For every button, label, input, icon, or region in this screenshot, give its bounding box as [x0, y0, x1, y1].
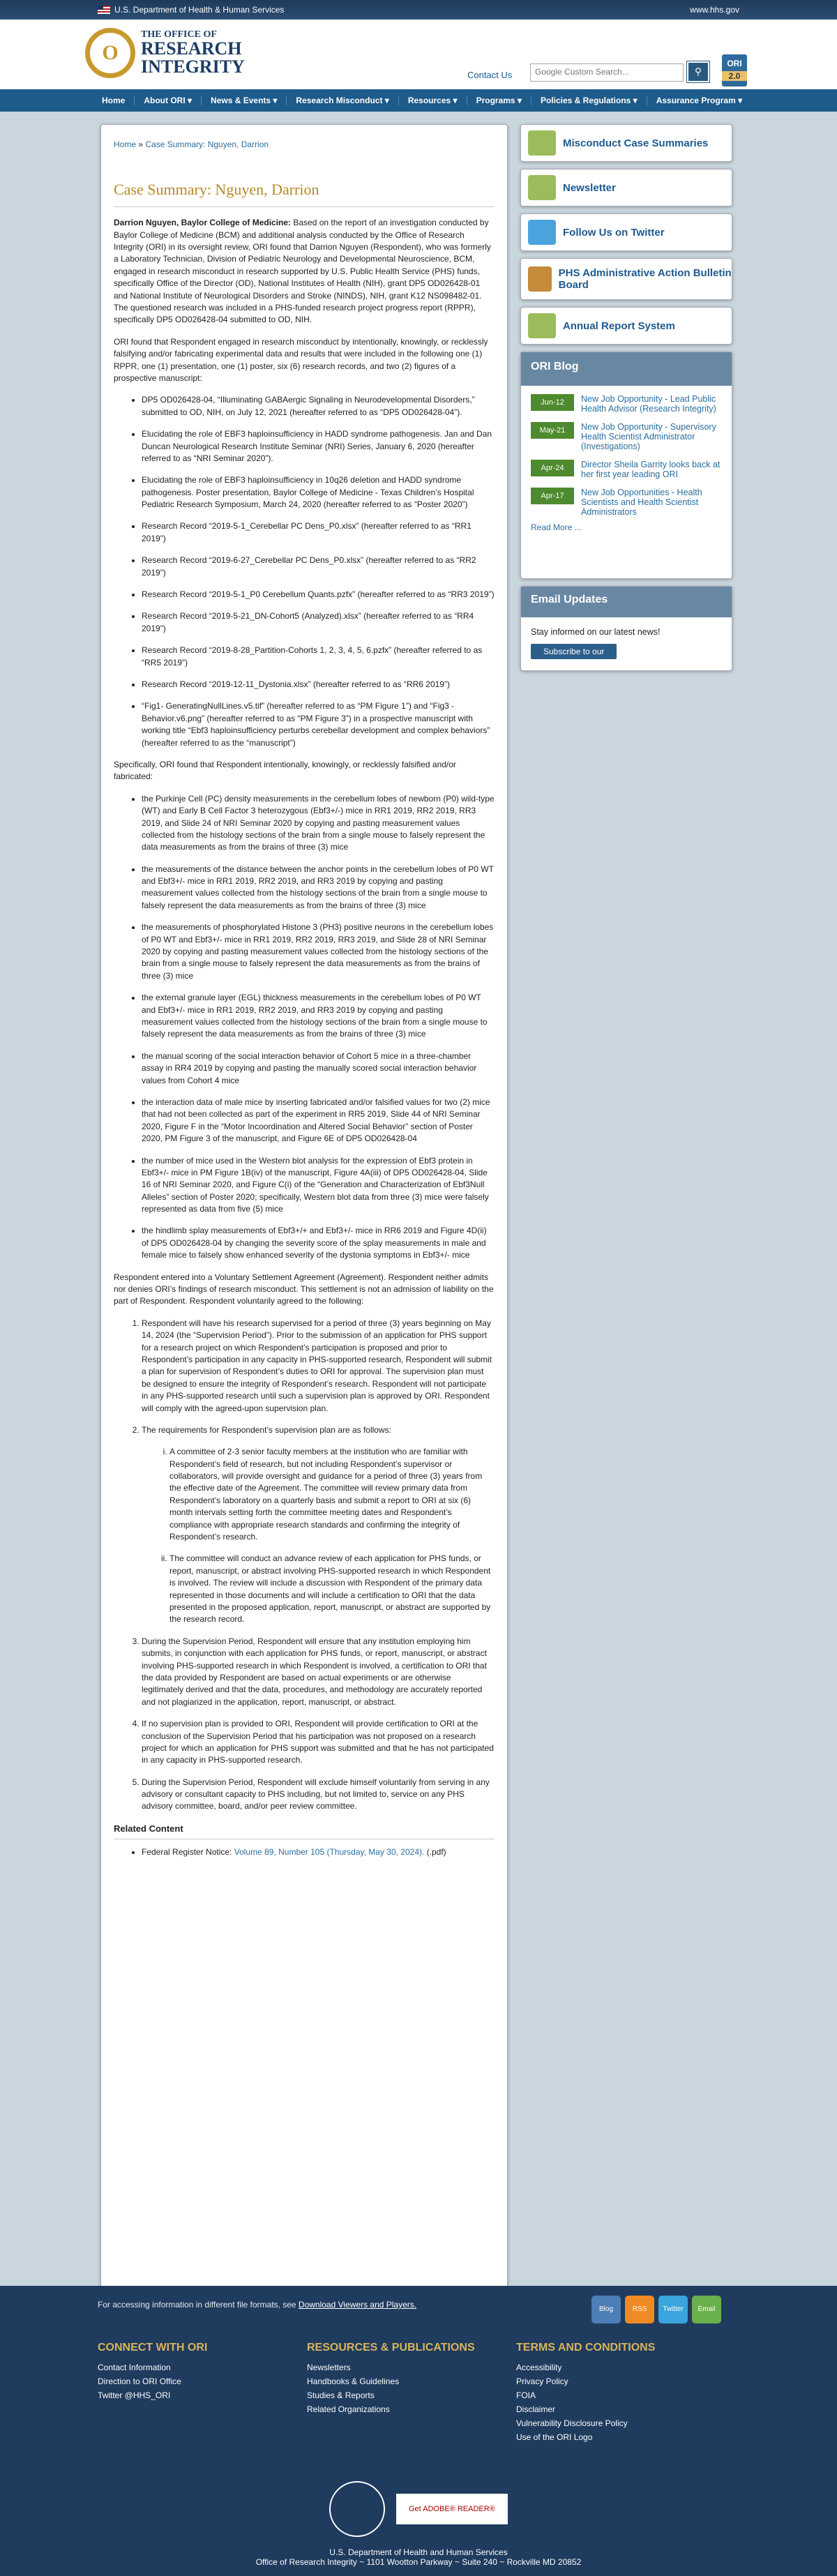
footer-logos: [0, 2481, 837, 2537]
list-item: • the Purkinje Cell (PC) density measurements in the cerebellum lobes of newborn (P0) wild-type (WT) and Early B Cell Factor 3 heterozygous (Ebf3+/-) mice in RR1 2019, RR2 2019, RR3 2019, and Slide 24 of NRI Seminar 2020 by copying and pasting measurement values collected from the histology sections of the brain from a single mouse to falsely represent the data measurements as from the brains of three (3) mice: [142, 793, 495, 854]
sidebar-phs-bulletin[interactable]: PHS Administrative Action Bulletin Board: [520, 258, 732, 300]
footer-link[interactable]: Studies & Reports: [307, 2390, 375, 2400]
list-item: 5. During the Supervision Period, Respondent will exclude himself voluntarily from serving in any advisory or consultant capacity to PHS including, but not limited to, service on any PHS advisory committee, board, and/or peer review committee.: [142, 1777, 495, 1813]
list-item: • the number of mice used in the Western blot analysis for the expression of Ebf3 protein in Ebf3+/- mice in PM Figure 1B(iv) of the manuscript, Figure 4A(iii) of DP5 OD026428-04, Slide 16 of NRI Seminar 2020, and Figure C(i) of the “Generation and Characterization of Ebf3Null Alleles” section of Poster 2020; specifically, Western blot data from three (3) mice were falsely represented as data from five (5) mice: [142, 1155, 495, 1216]
list-item: • the manual scoring of the social interaction behavior of Cohort 5 mice in a three-chamber assay in RR4 2019 by copying and pasting the manually scored social interaction behavior values from Cohort 4 mice: [142, 1050, 495, 1087]
viewers-link[interactable]: Download Viewers and Players.: [298, 2300, 417, 2310]
footer-link[interactable]: Use of the ORI Logo: [516, 2432, 593, 2442]
related-title: Related Content: [114, 1823, 495, 1839]
sidebar: [520, 124, 732, 2419]
logo-line1: THE OFFICE OF: [141, 29, 217, 40]
falsification-list: [142, 793, 495, 1262]
footer-link[interactable]: Disclaimer: [516, 2404, 556, 2414]
list-item: • the measurements of phosphorylated Histone 3 (PH3) positive neurons in the cerebellum lobes of P0 WT and Ebf3+/- mice in RR1 2019, RR2 2019, RR3 2019, and Slide 28 of NRI Seminar 2020 by copying and pasting measurement values collected from the histology sections of the brain from a single mouse to falsely represent the data measurements as from the brains of three (3) mice: [142, 921, 495, 982]
sidebar-newsletter[interactable]: Newsletter: [520, 169, 732, 206]
search-input[interactable]: Google Custom Search...: [530, 63, 684, 82]
blog-item[interactable]: Jun-12 New Job Opportunity - Lead Public Health Advisor (Research Integrity): [521, 386, 732, 414]
footer-link[interactable]: Handbooks & Guidelines: [307, 2377, 400, 2386]
breadcrumb: Home » Case Summary: Nguyen, Darrion: [114, 140, 269, 149]
hhs-gov-link[interactable]: www.hhs.gov: [690, 5, 739, 15]
page-title: Case Summary: Nguyen, Darrion: [114, 179, 495, 207]
email-icon[interactable]: Email: [692, 2296, 721, 2323]
footer-link[interactable]: Related Organizations: [307, 2404, 390, 2414]
footer-link[interactable]: Twitter @HHS_ORI: [98, 2390, 171, 2400]
list-item: • Elucidating the role of EBF3 haploinsufficiency in HADD syndrome pathogenesis. Jan and Dan Duncan Neurological Research Institute Seminar (NRI) Series, January 6, 2020 (hereafter referred to as “NRI Seminar 2020”).: [142, 428, 495, 465]
subscribe-button[interactable]: Subscribe to our: [531, 644, 617, 659]
logo-line2: RESEARCH: [141, 38, 242, 59]
email-updates-title: Email Updates: [521, 587, 732, 617]
list-item: • Research Record “2019-6-27_Cerebellar PC Dens_P0.xlsx” (hereafter referred to as “RR2 2019”): [142, 555, 495, 579]
footer-columns: [98, 2342, 725, 2446]
agreement-paragraph: Respondent entered into a Voluntary Settlement Agreement (Agreement). Respondent neither admits nor denies ORI’s findings of research misconduct. This settlement is not an admission of liability on the part of Respondent. Respondent voluntarily agreed to the following:: [114, 1272, 494, 1306]
ori2-badge[interactable]: ORI 2.0: [722, 54, 747, 86]
header: [0, 20, 837, 89]
list-item: • Research Record “2019-5-21_DN-Cohort5 (Analyzed).xlsx” (hereafter referred to as “RR4 2019”): [142, 610, 495, 635]
related-list: [142, 1846, 495, 1858]
read-more-link[interactable]: Read More ...: [531, 522, 582, 532]
footer-link[interactable]: Privacy Policy: [516, 2377, 568, 2386]
list-item: • Research Record “2019-5-1_P0 Cerebellum Quants.pzfx” (hereafter referred to as “RR3 2019”): [142, 589, 495, 601]
footer-link[interactable]: Contact Information: [98, 2363, 171, 2372]
list-item: • Elucidating the role of EBF3 haploinsufficiency in 10q26 deletion and HADD syndrome pathogenesis. Poster presentation, Baylor College of Medicine - Texas Children’s Hospital Pediatric Research Symposium, March 24, 2020 (hereafter referred to as “Poster 2020”): [142, 474, 495, 511]
footer-address: U.S. Department of Health and Human Services Office of Research Integrity ~ 1101 Wootton Parkway ~ Suite 240 ~ Rockville MD 20852: [255, 2547, 582, 2567]
main-content: [100, 124, 508, 2419]
nav-misconduct[interactable]: Research Misconduct ▾: [287, 96, 398, 105]
list-item: • the hindlimb splay measurements of Ebf3+/+ and Ebf3+/- mice in RR6 2019 and Figure 4D(ii) of DP5 OD026428-04 by changing the severity score of the splay measurements in male and female mice to falsely show enhanced severity of the dystonia symptoms in Ebf3+/- mice: [142, 1225, 495, 1261]
list-item: • Research Record “2019-8-28_Partition-Cohorts 1, 2, 3, 4, 5, 6.pzfx” (hereafter referred to as “RR5 2019”): [142, 645, 495, 669]
sidebar-misconduct-cases[interactable]: Misconduct Case Summaries: [520, 124, 732, 162]
social-icons: [591, 2296, 721, 2323]
logo-line3: INTEGRITY: [141, 57, 245, 77]
breadcrumb-current[interactable]: Case Summary: Nguyen, Darrion: [145, 140, 269, 149]
blog-item[interactable]: May-21 New Job Opportunity - Supervisory Health Scientist Administrator (Investigations): [521, 414, 732, 451]
list-item: 4. If no supervision plan is provided to ORI, Respondent will provide certification to ORI at the conclusion of the Supervision Period that his participation was not proposed on a research project for which an application for PHS support was submitted and that he has not participated in any capacity in PHS-supported research.: [142, 1718, 495, 1767]
specific-paragraph: Specifically, ORI found that Respondent intentionally, knowingly, or recklessly falsified and/or fabricated:: [114, 759, 456, 782]
adobe-reader-link[interactable]: Get ADOBE® READER®: [396, 2494, 508, 2524]
list-item: • the measurements of the distance between the anchor points in the cerebellum lobes of P0 WT and Ebf3+/- mice in RR1 2019, RR2 2019, and RR3 2019 by copying and pasting measurement values collected from the histology sections of the brain from a single mouse to falsely represent the data measurements as from the brains of three (3) mice: [142, 864, 495, 912]
file-formats-note: For accessing information in different file formats, see Download Viewers and Players.: [98, 2300, 417, 2310]
sidebar-annual-report[interactable]: Annual Report System: [520, 307, 732, 345]
search-button[interactable]: [687, 61, 709, 82]
hhs-link[interactable]: U.S. Department of Health & Human Services: [114, 5, 285, 15]
list-item: 1. Respondent will have his research supervised for a period of three (3) years beginning on May 14, 2024 (the “Supervision Period”). Prior to the submission of an application for PHS support for a research project on which Respondent’s participation is proposed and prior to Respondent’s participation in any capacity in PHS-supported research, Respondent will submit a plan for supervision of Respondent’s duties to ORI for approval. The supervision plan must be designed to ensure the integrity of Respondent’s research. Respondent will not participate in any PHS-supported research until such a supervision plan is approved by ORI. Respondent will comply with the agreed-upon supervision plan.: [142, 1318, 495, 1415]
footer-link[interactable]: Newsletters: [307, 2363, 351, 2372]
blog-item[interactable]: Apr-17 New Job Opportunities - Health Scientists and Health Scientist Administrators: [521, 479, 732, 517]
footer-link[interactable]: FOIA: [516, 2390, 536, 2400]
nav-about[interactable]: About ORI ▾: [135, 96, 202, 105]
nav-resources[interactable]: Resources ▾: [399, 96, 467, 105]
list-item: • DP5 OD026428-04, “Illuminating GABAergic Signaling in Neurodevelopmental Disorders,” submitted to OD, NIH, on July 12, 2021 (hereafter referred to as “DP5 OD026428-04”).: [142, 394, 495, 419]
blog-title: ORI Blog: [521, 352, 732, 386]
twitter-icon[interactable]: Twitter: [658, 2296, 688, 2323]
nav-news[interactable]: News & Events ▾: [202, 96, 287, 105]
list-item: ii. The committee will conduct an advance review of each application for PHS funds, or report, manuscript, or abstract involving PHS-supported research in which Respondent is involved. The review will include a discussion with Respondent of the primary data represented in those documents and will include a certification to ORI that the data presented in the proposed application, report, manuscript, or abstract are supported by the research record.: [169, 1553, 495, 1625]
list-item: • Research Record “2019-12-11_Dystonia.xlsx” (hereafter referred to as “RR6 2019”): [142, 679, 495, 691]
case-summaries-icon: [528, 130, 556, 156]
footer-link[interactable]: Vulnerability Disclosure Policy: [516, 2418, 628, 2428]
contact-us-link[interactable]: Contact Us: [467, 70, 513, 80]
list-item: 3. During the Supervision Period, Respondent will ensure that any institution employing him submits, in conjunction with each application for PHS funds, or report, manuscript, or abstract involving PHS-supported research in which Respondent is involved, a certification to ORI that the data provided by Respondent are based on actual experiments or are otherwise legitimately derived and that the data, procedures, and methodology are accurately reported and not plagiarized in the application, report, manuscript, or abstract.: [142, 1636, 495, 1708]
newsletter-icon: [528, 175, 556, 200]
list-item: 2. The requirements for Respondent’s supervision plan are as follows: i. A committee of 2-3 senior faculty members at the institution who are familiar with Respondent’s field of research, but not including Respondent’s supervisor or collaborators, will provide oversight and guidance for a period of three (3) years from the effective date of the Agreement. The committee will review primary data from Respondent’s laboratory on a quarterly basis and submit a report to ORI at six (6) month intervals setting forth the committee meeting dates and Respondent’s compliance with appropriate research standards and confirming the integrity of Respondent’s research. ii. The committee will conduct an advance review of each application for PHS funds, or report, manuscript, or abstract involving PHS-supported research in which Respondent is involved. The review will include a discussion with Respondent of the primary data represented in those documents and will include a certification to ORI that the data presented in the proposed application, report, manuscript, or abstract are supported by the research record.: [142, 1424, 495, 1626]
twitter-icon: [528, 220, 556, 245]
rss-icon[interactable]: RSS: [625, 2296, 654, 2323]
footer-link[interactable]: Accessibility: [516, 2363, 562, 2372]
federal-register-link[interactable]: Volume 89, Number 105 (Thursday, May 30, 2024).: [234, 1846, 425, 1857]
breadcrumb-home[interactable]: Home: [114, 140, 137, 149]
blog-box: [520, 352, 732, 579]
list-item: • Research Record “2019-5-1_Cerebellar PC Dens_P0.xlsx” (hereafter referred to as “RR1 2019”): [142, 520, 495, 545]
nav-home[interactable]: Home: [93, 96, 135, 105]
hhs-bar: [0, 0, 837, 20]
email-updates-box: [520, 586, 732, 671]
search-icon: ⚲: [695, 66, 702, 77]
intro-paragraph: Darrion Nguyen, Baylor College of Medicine: Based on the report of an investigation conducted by Baylor College of Medicine (BCM) and additional analysis conducted by the Office of Research Integrity (ORI) in its oversight review, ORI found that Darrion Nguyen (Respondent), who was formerly a Laboratory Technician, Division of Pediatric Neurology and Developmental Neuroscience, BCM, engaged in research misconduct in research supported by U.S. Public Health Service (PHS) funds, specifically Office of the Director (OD), National Institutes of Health (NIH), grant DP5 OD026428-01 and National Institute of Neurological Disorders and Stroke (NINDS), NIH, grant K12 NS098482-01. The questioned research was included in a PHS-funded research project progress report (RPPR), specifically DP5 OD026428-04 submitted to OD, NIH.: [114, 218, 491, 325]
nav-policies[interactable]: Policies & Regulations ▾: [531, 96, 647, 105]
footer: [0, 2286, 837, 2576]
footer-link[interactable]: Direction to ORI Office: [98, 2377, 181, 2386]
list-item: • “Fig1- GeneratingNullLines.v5.tif” (hereafter referred to as “PM Figure 1”) and “Fig3 - Behavior.v6.png” (hereafter referred to as “PM Figure 3”) in a prospective manuscript with working title “Ebf3 haploinsufficiency perturbs cerebellar development and complex behaviors” (hereafter referred to as the “manuscript”): [142, 700, 495, 749]
email-updates-text: Stay informed on our latest news!: [531, 627, 661, 637]
footer-col-title: CONNECT WITH ORI: [98, 2342, 208, 2353]
ori-logo-mark: O: [85, 28, 135, 78]
footer-col-title: TERMS AND CONDITIONS: [516, 2342, 656, 2353]
list-item: i. A committee of 2-3 senior faculty members at the institution who are familiar with Respondent’s field of research, but not including Respondent’s supervisor or collaborators, will provide oversight and guidance for a period of three (3) years from the effective date of the Agreement. The committee will review primary data from Respondent’s laboratory on a quarterly basis and submit a report to ORI at six (6) month intervals setting forth the committee meeting dates and Respondent’s compliance with appropriate research standards and confirming the integrity of Respondent’s research.: [169, 1446, 495, 1543]
footer-col-title: RESOURCES & PUBLICATIONS: [307, 2342, 475, 2353]
supervision-sublist: [169, 1446, 495, 1625]
agreement-list: [142, 1318, 495, 1813]
main-nav: [0, 89, 837, 112]
blog-item[interactable]: Apr-24 Director Sheila Garrity looks back at her first year leading ORI: [521, 451, 732, 479]
ori-logo[interactable]: [85, 28, 245, 78]
list-item: • Federal Register Notice: Volume 89, Number 105 (Thursday, May 30, 2024). (.pdf): [142, 1846, 495, 1858]
hhs-seal-icon[interactable]: [329, 2481, 385, 2537]
list-item: • the interaction data of male mice by inserting fabricated and/or falsified values for two (2) mice that had not been collected as part of the experiment in RR5 2019, Slide 44 of NRI Seminar 2020, Figure F in the “Motor Incoordination and Altered Social Behavior” section of Poster 2020, PM Figure 3 of the manuscript, and Figure 6E of DP5 OD026428-04: [142, 1097, 495, 1145]
annual-report-icon: [528, 313, 556, 338]
nav-programs[interactable]: Programs ▾: [467, 96, 531, 105]
nav-assurance[interactable]: Assurance Program ▾: [656, 96, 743, 105]
us-flag-icon: [98, 6, 110, 14]
findings-paragraph: ORI found that Respondent engaged in research misconduct by intentionally, knowingly, or recklessly falsifying and/or fabricating experimental data and results that were included in the following one (1) RPPR, one (1) presentation, one (1) poster, six (6) research records, and two (2) figures of a prospective manuscript:: [114, 336, 488, 383]
list-item: • the external granule layer (EGL) thickness measurements in the cerebellum lobes of P0 WT and Ebf3+/- mice in RR1 2019, RR2 2019, and RR3 2019 by copying and pasting measurement values collected from the histology sections of the brain from a single mouse to falsely represent the data measurements as from the brains of three (3) mice: [142, 992, 495, 1041]
blog-icon[interactable]: Blog: [591, 2296, 621, 2323]
bulletin-board-icon: [528, 266, 552, 292]
sidebar-twitter[interactable]: Follow Us on Twitter: [520, 213, 732, 251]
records-list: [142, 394, 495, 749]
